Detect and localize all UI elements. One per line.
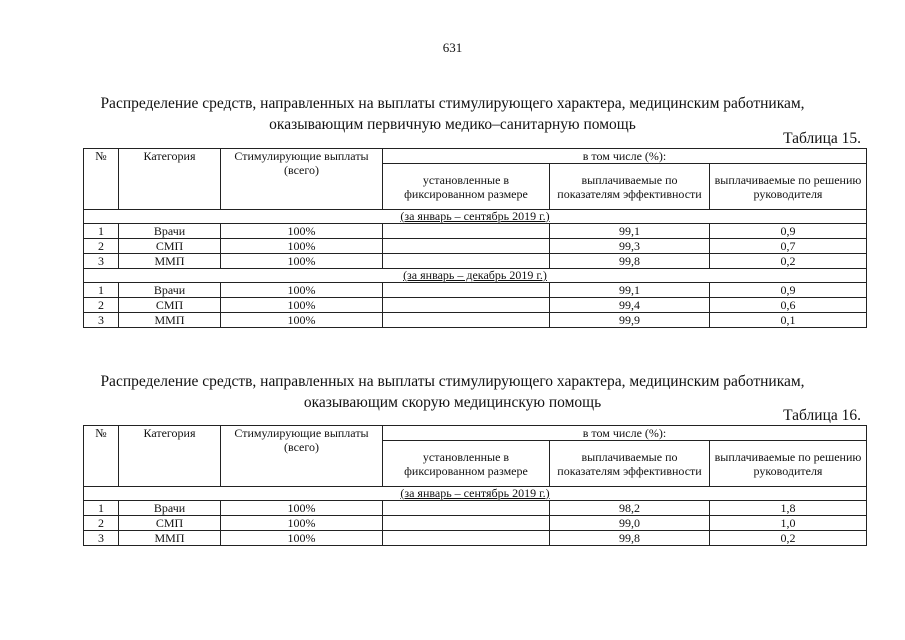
cell-fixed <box>383 298 550 313</box>
table16-header <box>84 426 867 487</box>
cell-category: Врачи <box>119 224 221 239</box>
cell-num: 3 <box>84 531 119 546</box>
period-label: (за январь – сентябрь 2019 г.) <box>400 486 550 500</box>
header-fixed: установленные в фиксированном размере <box>383 441 550 487</box>
table-row <box>84 298 867 313</box>
cell-total: 100% <box>221 531 383 546</box>
cell-efficiency: 99,4 <box>550 298 710 313</box>
cell-fixed <box>383 531 550 546</box>
header-efficiency: выплачиваемые по показателям эффективности <box>550 164 710 210</box>
table-row <box>84 224 867 239</box>
header-director: выплачиваемые по решению руководителя <box>710 164 867 210</box>
period-row <box>84 210 867 224</box>
table15-caption-line2: оказывающим первичную медико–санитарную помощь <box>269 116 636 133</box>
cell-director: 0,9 <box>710 283 867 298</box>
cell-director: 0,6 <box>710 298 867 313</box>
header-num: № <box>84 426 119 487</box>
period-label: (за январь – декабрь 2019 г.) <box>403 268 547 282</box>
cell-num: 1 <box>84 224 119 239</box>
table16-caption <box>60 371 845 413</box>
cell-fixed <box>383 501 550 516</box>
header-including: в том числе (%): <box>383 426 867 441</box>
cell-efficiency: 99,3 <box>550 239 710 254</box>
header-category: Категория <box>119 426 221 487</box>
cell-category: СМП <box>119 239 221 254</box>
header-total: Стимулирующие выплаты (всего) <box>221 149 383 210</box>
table16-body <box>84 487 867 546</box>
cell-num: 3 <box>84 254 119 269</box>
page-number: 631 <box>442 40 463 55</box>
table-row <box>84 239 867 254</box>
header-fixed: установленные в фиксированном размере <box>383 164 550 210</box>
cell-efficiency: 99,8 <box>550 254 710 269</box>
cell-category: Врачи <box>119 501 221 516</box>
cell-fixed <box>383 313 550 328</box>
header-including: в том числе (%): <box>383 149 867 164</box>
cell-efficiency: 99,1 <box>550 224 710 239</box>
cell-director: 0,2 <box>710 531 867 546</box>
cell-category: Врачи <box>119 283 221 298</box>
table15 <box>83 148 867 328</box>
header-num: № <box>84 149 119 210</box>
cell-total: 100% <box>221 501 383 516</box>
cell-director: 0,2 <box>710 254 867 269</box>
cell-efficiency: 99,9 <box>550 313 710 328</box>
table-row <box>84 501 867 516</box>
cell-num: 2 <box>84 239 119 254</box>
cell-total: 100% <box>221 298 383 313</box>
table16-caption-line1: Распределение средств, направленных на выплаты стимулирующего характера, медицинским работникам, <box>100 373 805 390</box>
cell-total: 100% <box>221 239 383 254</box>
table-row <box>84 254 867 269</box>
header-category: Категория <box>119 149 221 210</box>
cell-num: 2 <box>84 516 119 531</box>
cell-fixed <box>383 254 550 269</box>
cell-efficiency: 99,8 <box>550 531 710 546</box>
cell-category: СМП <box>119 516 221 531</box>
table15-caption <box>60 93 845 135</box>
period-row <box>84 487 867 501</box>
cell-num: 2 <box>84 298 119 313</box>
cell-total: 100% <box>221 254 383 269</box>
period-label-cell <box>84 487 867 501</box>
header-director: выплачиваемые по решению руководителя <box>710 441 867 487</box>
table-row <box>84 531 867 546</box>
header-total: Стимулирующие выплаты (всего) <box>221 426 383 487</box>
table16-label: Таблица 16. <box>783 407 861 424</box>
cell-director: 1,0 <box>710 516 867 531</box>
cell-fixed <box>383 283 550 298</box>
period-label: (за январь – сентябрь 2019 г.) <box>400 209 550 223</box>
cell-director: 1,8 <box>710 501 867 516</box>
table16-caption-line2: оказывающим скорую медицинскую помощь <box>303 394 602 411</box>
cell-efficiency: 99,0 <box>550 516 710 531</box>
period-label-cell <box>84 210 867 224</box>
cell-director: 0,1 <box>710 313 867 328</box>
cell-category: СМП <box>119 298 221 313</box>
cell-num: 1 <box>84 283 119 298</box>
cell-total: 100% <box>221 224 383 239</box>
cell-total: 100% <box>221 313 383 328</box>
cell-num: 1 <box>84 501 119 516</box>
cell-num: 3 <box>84 313 119 328</box>
cell-category: ММП <box>119 531 221 546</box>
cell-director: 0,7 <box>710 239 867 254</box>
cell-fixed <box>383 224 550 239</box>
table15-header <box>84 149 867 210</box>
cell-total: 100% <box>221 283 383 298</box>
cell-efficiency: 99,1 <box>550 283 710 298</box>
cell-director: 0,9 <box>710 224 867 239</box>
cell-category: ММП <box>119 254 221 269</box>
table-row <box>84 283 867 298</box>
table-row <box>84 516 867 531</box>
cell-efficiency: 98,2 <box>550 501 710 516</box>
table15-caption-line1: Распределение средств, направленных на выплаты стимулирующего характера, медицинским работникам, <box>100 95 805 112</box>
cell-total: 100% <box>221 516 383 531</box>
period-label-cell <box>84 269 867 283</box>
cell-category: ММП <box>119 313 221 328</box>
table16 <box>83 425 867 546</box>
table-row <box>84 313 867 328</box>
cell-fixed <box>383 516 550 531</box>
table15-label: Таблица 15. <box>783 130 861 147</box>
table15-body <box>84 210 867 328</box>
period-row <box>84 269 867 283</box>
cell-fixed <box>383 239 550 254</box>
header-efficiency: выплачиваемые по показателям эффективности <box>550 441 710 487</box>
